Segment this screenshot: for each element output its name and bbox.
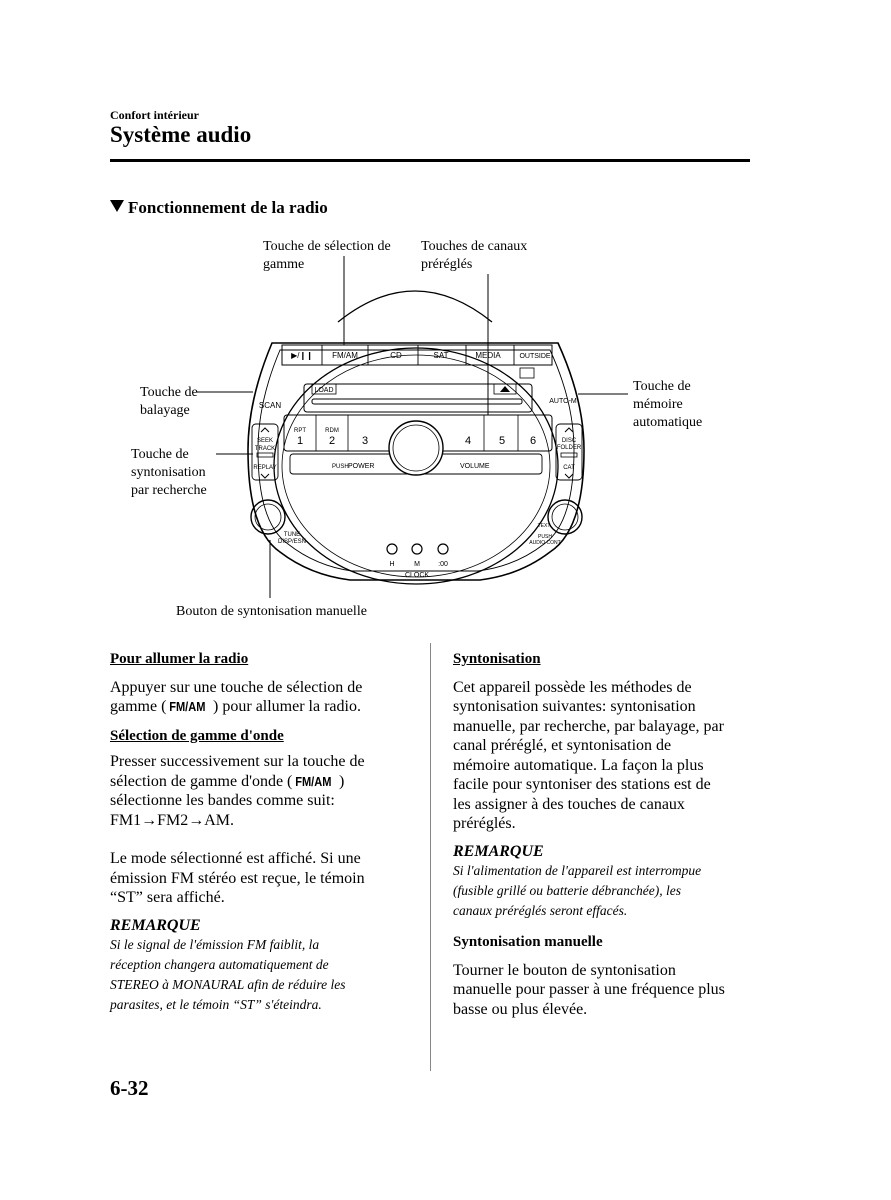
remark-line: (fusible grillé ou batterie débranchée), les [453, 883, 681, 898]
auto-m-label[interactable]: AUTO-M [549, 398, 577, 405]
preset-1-button[interactable]: 1 [296, 435, 304, 447]
column-divider [430, 643, 431, 1071]
power-label: POWER [348, 463, 375, 470]
disc-label: DISC [561, 438, 577, 444]
text-label: TEXT [537, 523, 551, 529]
audio-cont-label: AUDIO CONT [529, 540, 561, 546]
paragraph: sélectionne les bandes comme suit: [110, 792, 335, 809]
callout-line: automatique [633, 415, 703, 430]
fm-am-button-label[interactable]: FM/AM [332, 351, 358, 360]
paragraph: manuelle pour passer à une fréquence plus [453, 981, 725, 998]
chevron-down-icon [261, 474, 269, 478]
callout-line: Touche de [140, 385, 198, 400]
disc-folder-button[interactable] [556, 424, 582, 480]
sat-button-label[interactable]: SAT [433, 351, 449, 360]
paragraph: Presser successivement sur la touche de [110, 753, 365, 770]
clock-h-button[interactable] [387, 544, 397, 554]
paragraph: Tourner le bouton de syntonisation [453, 961, 676, 979]
rdm-label: RDM [325, 428, 339, 434]
text: ) [338, 772, 345, 790]
disc-logo-icon [520, 368, 534, 378]
preset-5-button[interactable]: 5 [498, 435, 506, 447]
right-column [453, 650, 763, 1019]
track-label: TRACK [254, 446, 276, 452]
paragraph: canal préréglé, et syntonisation de [453, 737, 672, 754]
cd-slot-frame [304, 384, 532, 412]
remark-line: réception changera automatiquement de [110, 957, 329, 972]
paragraph: FM1→FM2→AM. [110, 811, 235, 829]
paragraph: Cet appareil possède les méthodes de [453, 678, 692, 696]
media-button-label[interactable]: MEDIA [475, 351, 501, 360]
clock-00-button[interactable] [438, 544, 448, 554]
page-title: Système audio [110, 122, 252, 147]
remark-line: canaux préréglés seront effacés. [453, 903, 628, 918]
scan-label[interactable]: SCAN [258, 401, 282, 410]
replay-label: REPLAY [253, 465, 277, 471]
seek-label: SEEK [256, 438, 274, 444]
callout-manual-tune: Bouton de syntonisation manuelle [176, 604, 367, 619]
text: ) pour allumer la radio. [213, 698, 361, 715]
heading-manual-tuning: Syntonisation manuelle [453, 934, 603, 950]
push-audio-label: PUSH [538, 534, 552, 540]
callout-line: préréglés [421, 257, 473, 272]
rpt-label: RPT [294, 428, 306, 434]
text: sélection de gamme d'onde ( [110, 772, 293, 790]
preset-3-button[interactable]: 3 [361, 435, 369, 447]
subheading-text: Fonctionnement de la radio [128, 198, 328, 217]
callout-line: syntonisation [131, 465, 206, 480]
panel-top-arc [338, 291, 492, 322]
eject-icon [500, 386, 510, 392]
paragraph: émission FM stéréo est reçue, le témoin [110, 869, 365, 887]
text: Appuyer sur une touche de sélection de [110, 678, 363, 696]
remark-title: REMARQUE [453, 842, 544, 860]
remark-line: parasites, et le témoin “ST” s'éteindra. [110, 997, 322, 1012]
paragraph: facile pour syntoniser des stations est de [453, 776, 711, 793]
paragraph [110, 678, 410, 698]
fm-am-key: FM/AM [169, 699, 206, 714]
heading-tuning: Syntonisation [453, 651, 541, 667]
callout-line: Touche de [131, 447, 189, 462]
audio-knob[interactable] [548, 500, 582, 534]
remark-line: STEREO à MONAURAL afin de réduire les [110, 977, 346, 992]
audio-knob-inner [552, 504, 578, 530]
paragraph: mémoire automatique. La façon la plus [453, 756, 704, 774]
paragraph: Le mode sélectionné est affiché. Si une [110, 850, 361, 867]
cd-button-label[interactable]: CD [390, 351, 402, 360]
paragraph: syntonisation suivantes: syntonisation [453, 698, 696, 715]
left-column [110, 650, 410, 1015]
callout-line: mémoire [633, 397, 683, 412]
callout-line: gamme [263, 257, 305, 272]
callout-line: Touches de canaux [421, 239, 528, 254]
outside-button-label[interactable]: OUTSIDE [519, 353, 551, 360]
text: gamme ( [110, 698, 167, 715]
folder-label: FOLDER [556, 445, 582, 451]
chevron-down-icon [565, 474, 573, 478]
preset-2-button[interactable]: 2 [328, 435, 336, 447]
volume-knob[interactable] [389, 421, 443, 475]
callout-line: balayage [140, 403, 190, 418]
clock-h-label: H [389, 561, 395, 568]
heading-band-select: Sélection de gamme d'onde [110, 727, 284, 744]
callout-line: Touche de [633, 379, 691, 394]
disp-esn-label: DISP/ESN [277, 539, 307, 545]
remark-title: REMARQUE [110, 916, 201, 934]
preset-4-button[interactable]: 4 [464, 435, 472, 447]
paragraph: basse ou plus élevée. [453, 1000, 588, 1018]
paragraph [110, 697, 410, 717]
folder-bar [561, 453, 577, 457]
remark-line: Si l'alimentation de l'appareil est interrompue [453, 863, 702, 878]
fm-am-key: FM/AM [295, 773, 332, 789]
cat-label: CAT [563, 465, 575, 471]
chevron-up-icon [565, 428, 573, 432]
page-number: 6-32 [110, 1076, 149, 1100]
volume-label: VOLUME [460, 463, 490, 470]
play-pause-button-label[interactable]: ▶/❙❙ [291, 351, 313, 360]
push-label: PUSH [332, 464, 349, 470]
tune-label: TUNE [283, 532, 301, 538]
clock-m-label: M [414, 561, 420, 568]
section-label: Confort intérieur [110, 108, 199, 122]
paragraph [110, 772, 410, 792]
chevron-up-icon [261, 428, 269, 432]
load-label: LOAD [314, 387, 334, 394]
clock-00-label: :00 [438, 561, 448, 568]
paragraph: préréglés. [453, 815, 516, 832]
cd-slot [312, 399, 522, 404]
paragraph: “ST” sera affiché. [110, 889, 225, 906]
callout-line: par recherche [131, 483, 207, 498]
paragraph: les assigner à des touches de canaux [453, 795, 685, 813]
callout-line: Touche de sélection de [263, 239, 391, 254]
preset-6-button[interactable]: 6 [529, 435, 537, 447]
clock-label: CLOCK [404, 572, 430, 579]
seek-bar [257, 453, 273, 457]
remark-line: Si le signal de l'émission FM faiblit, la [110, 937, 320, 952]
heading-turn-on-radio: Pour allumer la radio [110, 651, 249, 667]
clock-m-button[interactable] [412, 544, 422, 554]
paragraph: manuelle, par recherche, par balayage, par [453, 717, 724, 735]
